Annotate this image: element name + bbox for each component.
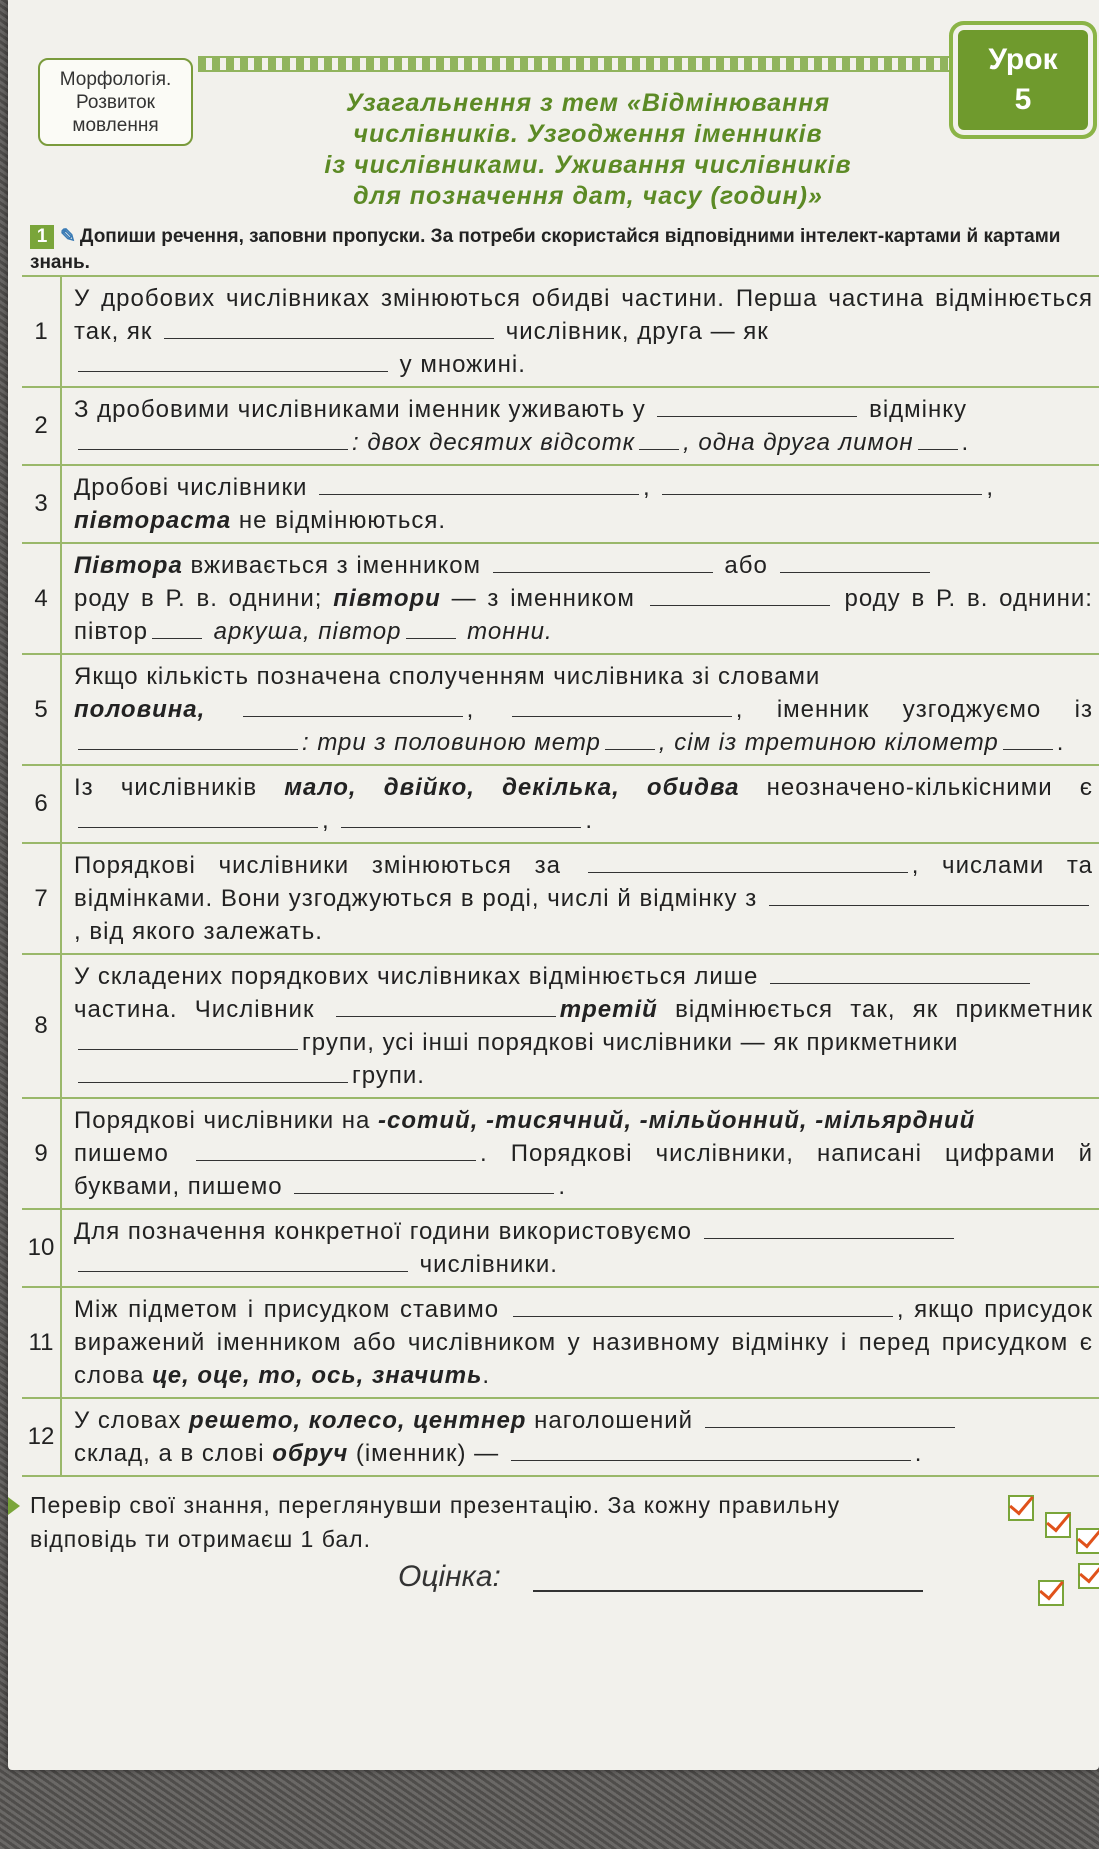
- checkbox-icon: [1076, 1528, 1099, 1554]
- table-row: [22, 388, 1099, 466]
- checkbox-icon: [1045, 1512, 1071, 1538]
- row-text: У дробових числівниках змінюються обидві частини. Перша частина відмінюється так, як числівник, друга — як у множині.: [74, 285, 1093, 378]
- answer-blank[interactable]: [769, 888, 1089, 906]
- row-number: 7: [22, 844, 62, 953]
- row-number: 2: [22, 388, 62, 464]
- footer-note: Перевір свої знання, переглянувши презентацію. За кожну правильну відповідь ти отримаєш 1 бал.: [30, 1492, 841, 1552]
- page-title: [228, 88, 948, 212]
- table-row: [22, 466, 1099, 544]
- row-number: 4: [22, 544, 62, 653]
- answer-blank[interactable]: [152, 621, 202, 639]
- answer-blank[interactable]: [406, 621, 456, 639]
- answer-blank[interactable]: [770, 966, 1030, 984]
- answer-blank[interactable]: [662, 477, 982, 495]
- answer-blank[interactable]: [294, 1176, 554, 1194]
- answer-blank[interactable]: [605, 732, 655, 750]
- row-text: Для позначення конкретної години використовуємо числівники.: [62, 1210, 1099, 1286]
- table-row: [22, 955, 1099, 1099]
- topic-line: Розвиток: [76, 92, 155, 113]
- row-number: 3: [22, 466, 62, 542]
- task-instruction: [30, 224, 1099, 276]
- answer-blank[interactable]: [705, 1410, 955, 1428]
- answer-blank[interactable]: [780, 555, 930, 573]
- answer-blank[interactable]: [513, 1299, 893, 1317]
- row-number: 9: [22, 1099, 62, 1208]
- title-line: Узагальнення з тем «Відмінювання: [345, 89, 831, 117]
- row-text: Із числівників мало, двійко, декілька, обидва неозначено-кількісними є , .: [74, 774, 1094, 834]
- answer-blank[interactable]: [650, 588, 830, 606]
- row-number: 10: [22, 1210, 62, 1286]
- answer-blank[interactable]: [164, 321, 494, 339]
- table-row: [22, 277, 1099, 388]
- answer-blank[interactable]: [78, 354, 388, 372]
- exercise-table: [22, 275, 1099, 1477]
- answer-blank[interactable]: [78, 1254, 408, 1272]
- row-number: 6: [22, 766, 62, 842]
- row-text: Якщо кількість позначена сполученням числівника зі словами половина, , , іменник узгоджуємо із : три з половиною метр , сім із третиною кілометр .: [74, 663, 1094, 756]
- lesson-number: 5: [1014, 83, 1032, 116]
- book-icon: ✎: [60, 226, 76, 247]
- row-number: 1: [22, 277, 62, 386]
- answer-blank[interactable]: [78, 432, 348, 450]
- answer-blank[interactable]: [1003, 732, 1053, 750]
- row-number: 8: [22, 955, 62, 1097]
- checkbox-icon: [1078, 1563, 1099, 1589]
- row-text: Дробові числівники , , півтораста не відмінюються.: [74, 474, 995, 534]
- title-line: числівників. Узгодження іменників: [353, 120, 823, 148]
- arrow-icon: [8, 1497, 20, 1515]
- title-line: із числівниками. Уживання числівників: [324, 151, 852, 179]
- table-row: [22, 1399, 1099, 1477]
- row-number: 5: [22, 655, 62, 764]
- topic-line: мовлення: [72, 115, 159, 136]
- topic-box: [38, 58, 193, 146]
- row-text: Між підметом і присудком ставимо , якщо присудок виражений іменником або числівником у називному відмінку і перед присудком є слова це, оце, то, ось, значить.: [74, 1296, 1093, 1389]
- answer-blank[interactable]: [341, 810, 581, 828]
- table-row: [22, 844, 1099, 955]
- table-row: [22, 766, 1099, 844]
- row-text: З дробовими числівниками іменник уживають у відмінку : двох десятих відсотк , одна друга лимон .: [74, 396, 970, 456]
- row-number: 12: [22, 1399, 62, 1475]
- answer-blank[interactable]: [918, 432, 958, 450]
- grade-input[interactable]: [533, 1590, 923, 1592]
- task-number: 1: [30, 225, 54, 249]
- table-row: [22, 1099, 1099, 1210]
- lesson-badge: [958, 30, 1088, 130]
- answer-blank[interactable]: [319, 477, 639, 495]
- table-row: [22, 655, 1099, 766]
- answer-blank[interactable]: [511, 1443, 911, 1461]
- answer-blank[interactable]: [78, 810, 318, 828]
- answer-blank[interactable]: [493, 555, 713, 573]
- workbook-page: [8, 0, 1099, 1770]
- answer-blank[interactable]: [196, 1143, 476, 1161]
- row-text: У словах решето, колесо, центнер наголошений склад, а в слові обруч (іменник) — .: [62, 1399, 1099, 1475]
- answer-blank[interactable]: [639, 432, 679, 450]
- answer-blank[interactable]: [78, 1065, 348, 1083]
- answer-blank[interactable]: [78, 1032, 298, 1050]
- answer-blank[interactable]: [336, 999, 556, 1017]
- row-text: Порядкові числівники на -сотий, -тисячний, -мільйонний, -мільярдний пишемо . Порядкові числівники, написані цифрами й буквами, пишемо .: [74, 1107, 1093, 1200]
- table-row: [22, 544, 1099, 655]
- checkbox-icon: [1008, 1495, 1034, 1521]
- grade-label: Оцінка:: [398, 1560, 501, 1593]
- title-line: для позначення дат, часу (годин)»: [353, 182, 823, 210]
- answer-blank[interactable]: [243, 699, 463, 717]
- table-row: [22, 1288, 1099, 1399]
- ornament-border: [198, 56, 958, 72]
- row-text: У складених порядкових числівниках відмінюється лише частина. Числівник третій відмінюється так, як прикметник групи, усі інші порядкові числівники — як прикметники групи.: [74, 963, 1094, 1089]
- row-number: 11: [22, 1288, 62, 1397]
- answer-blank[interactable]: [78, 732, 298, 750]
- topic-line: Морфологія.: [59, 69, 172, 90]
- row-text: Порядкові числівники змінюються за , числами та відмінками. Вони узгоджуються в роді, числі й відмінку з , від якого залежать.: [74, 852, 1094, 945]
- task-text: Допиши речення, заповни пропуски. За потреби скористайся відповідними інтелект-картами й картами знань.: [30, 226, 1061, 273]
- answer-blank[interactable]: [704, 1221, 954, 1239]
- row-text: Півтора вживається з іменником або роду в Р. в. однини; півтори — з іменником роду в Р. в. однини: півтор аркуша, півтор тонни.: [74, 552, 1093, 645]
- answer-blank[interactable]: [657, 399, 857, 417]
- answer-blank[interactable]: [512, 699, 732, 717]
- answer-blank[interactable]: [588, 855, 908, 873]
- table-row: [22, 1210, 1099, 1288]
- lesson-label: Урок: [988, 43, 1058, 76]
- checkbox-icon: [1038, 1580, 1064, 1606]
